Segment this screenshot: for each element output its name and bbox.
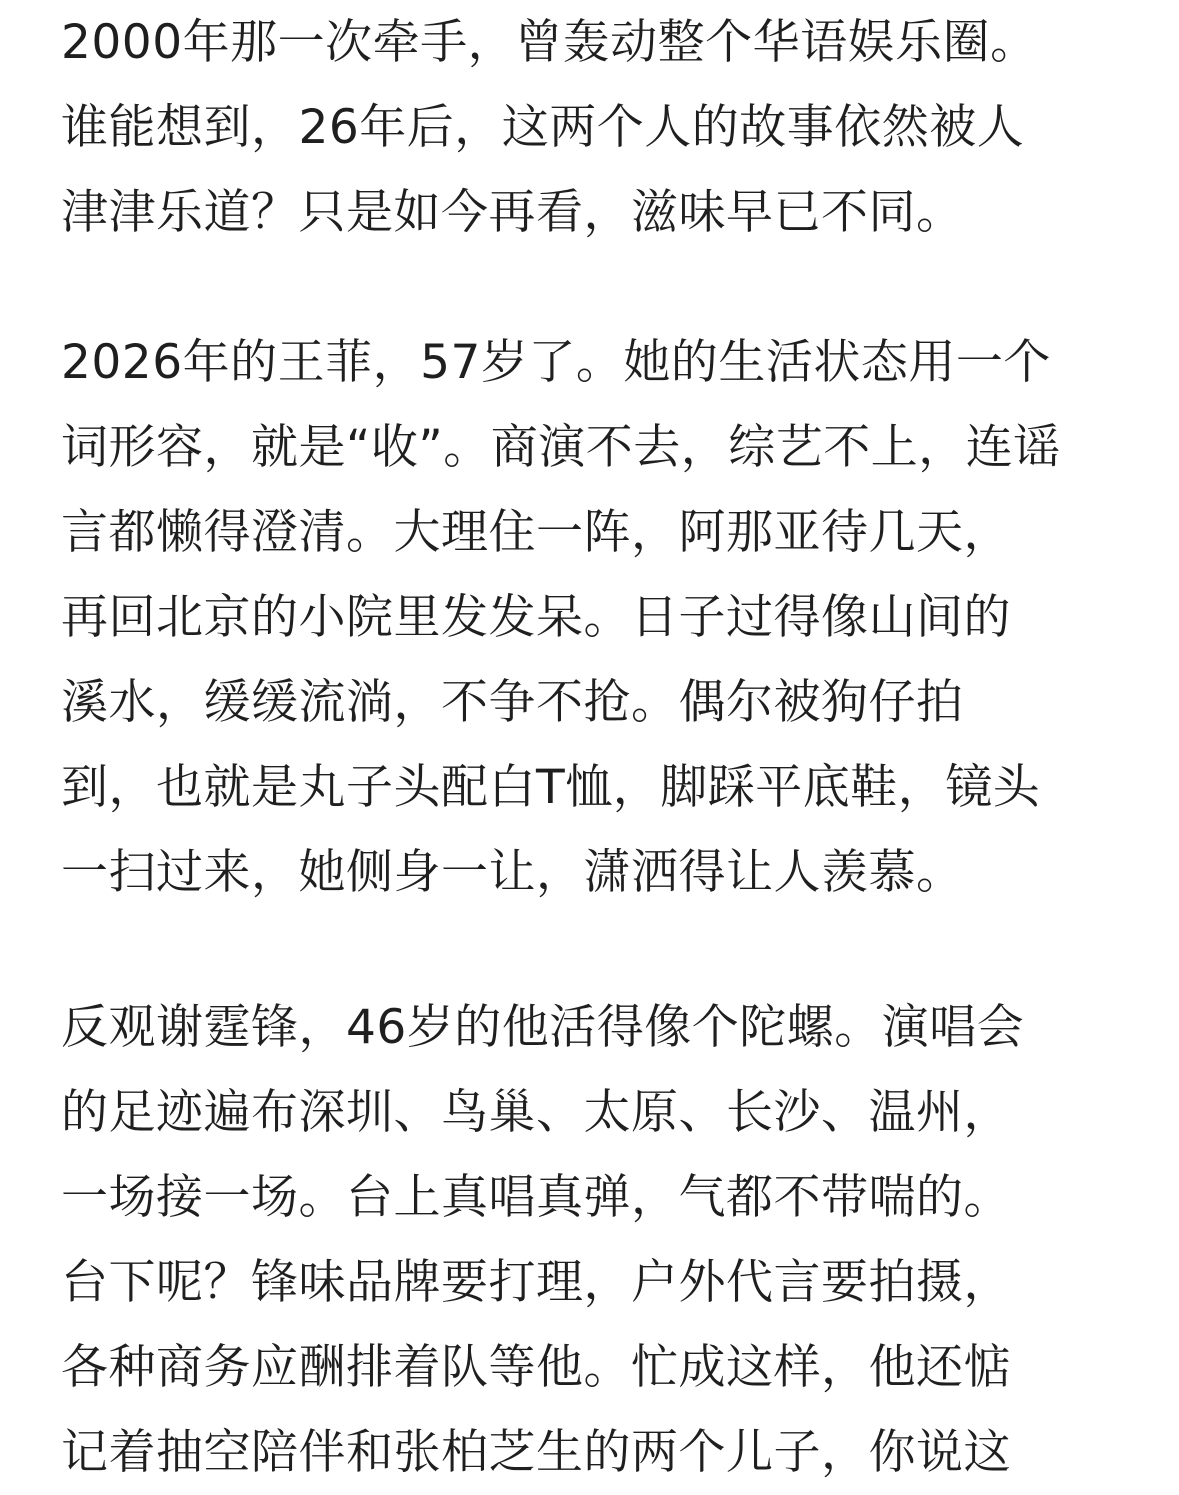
- paragraph-1: [61, 0, 1038, 255]
- text-line: 一扫过来，她侧身一让，潇洒得让人羡慕。: [61, 845, 964, 900]
- text-line: 2000年那一次牵手，曾轰动整个华语娱乐圈。: [61, 15, 1038, 70]
- text-line: 记着抽空陪伴和张柏芝生的两个儿子，你说这: [61, 1425, 1011, 1480]
- text-line: 反观谢霆锋，46岁的他活得像个陀螺。演唱会: [61, 1000, 1025, 1055]
- text-line: 的足迹遍布深圳、鸟巢、太原、长沙、温州，: [61, 1085, 1011, 1140]
- paragraph-2: [61, 320, 1061, 915]
- text-line: 津津乐道？只是如今再看，滋味早已不同。: [61, 185, 964, 240]
- text-line: 词形容，就是“收”。商演不去，综艺不上，连谣: [61, 420, 1061, 475]
- text-line: 言都懒得澄清。大理住一阵，阿那亚待几天，: [61, 505, 1011, 560]
- text-line: 再回北京的小院里发发呆。日子过得像山间的: [61, 590, 1011, 645]
- text-line: 2026年的王菲，57岁了。她的生活状态用一个: [61, 335, 1051, 390]
- text-line: 到，也就是丸子头配白T恤，脚踩平底鞋，镜头: [61, 760, 1041, 815]
- text-line: 各种商务应酬排着队等他。忙成这样，他还惦: [61, 1340, 1011, 1395]
- text-line: 台下呢？锋味品牌要打理，户外代言要拍摄，: [61, 1255, 1011, 1310]
- text-line: 一场接一场。台上真唱真弹，气都不带喘的。: [61, 1170, 1011, 1225]
- paragraph-3: [61, 985, 1024, 1495]
- text-line: 溪水，缓缓流淌，不争不抢。偶尔被狗仔拍: [61, 675, 964, 730]
- text-line: 谁能想到，26年后，这两个人的故事依然被人: [61, 100, 1025, 155]
